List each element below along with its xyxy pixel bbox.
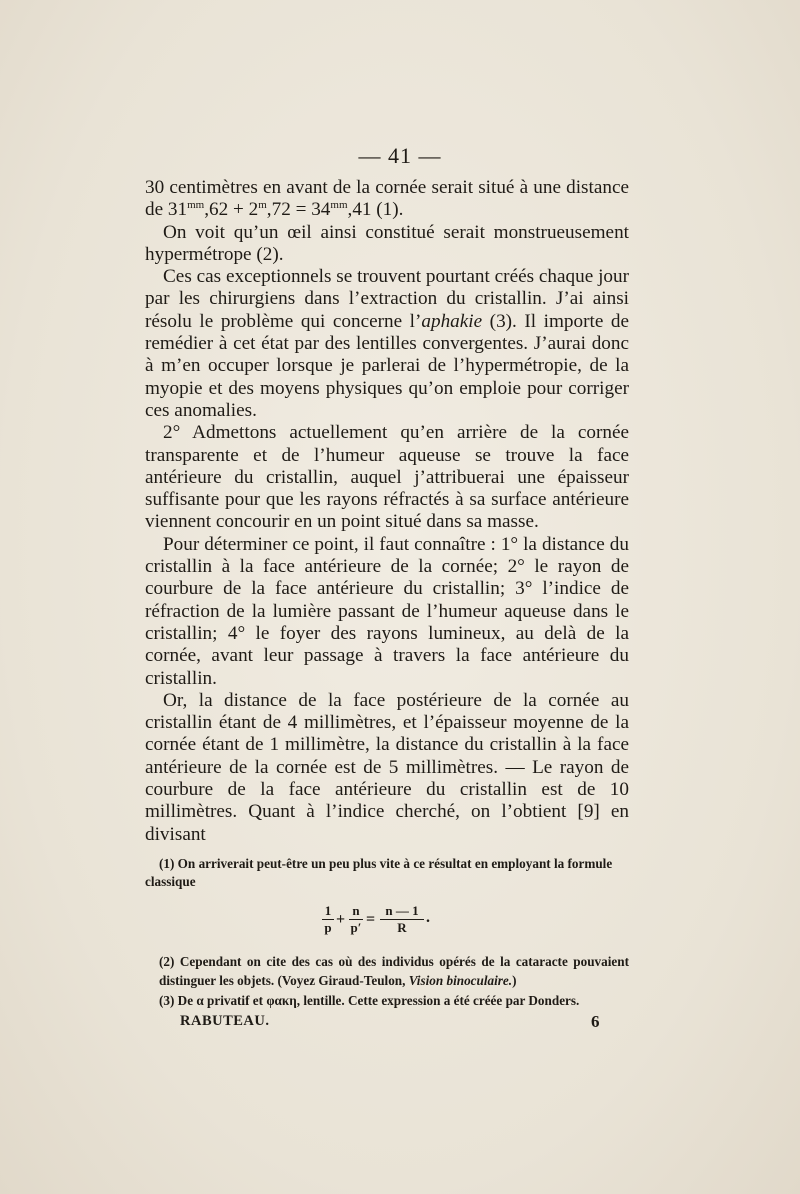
p1-sup-mm-2: mm	[330, 199, 348, 212]
footnote-1	[145, 855, 629, 891]
formula-f2-num: n	[349, 903, 363, 920]
formula-fraction-3	[380, 903, 424, 936]
p1-end: ,41 (1).	[347, 199, 404, 221]
paragraph-3	[145, 266, 629, 422]
formula-fraction-2	[349, 903, 363, 936]
formula-fraction-1	[322, 903, 334, 936]
footnote-2-end: )	[512, 973, 517, 988]
p3-start: Ces cas exceptionnels se trouvent pourtant créés chaque jour par les chirurgiens dans l’extraction du cristallin. J’ai ainsi résolu le problème qui concerne l’	[145, 266, 629, 332]
signature-line	[180, 1013, 600, 1030]
footnote-1-cont: classique	[145, 874, 196, 889]
formula-f3-num: n — 1	[380, 903, 424, 920]
formula-dot: .	[426, 909, 430, 926]
lens-formula	[322, 903, 432, 939]
p1-mid2: ,72 = 34	[266, 199, 331, 221]
footnote-2-start: (2) Cependant on cite des cas où des individus opérés de la cataracte pouvaient distinguer les objets. (Voyez Giraud-Teulon,	[159, 954, 629, 988]
paragraph-2: On voit qu’un œil ainsi constitué serait monstrueusement hypermétrope (2).	[145, 221, 629, 265]
paragraph-4: 2° Admettons actuellement qu’en arrière de la cornée transparente et de l’humeur aqueuse se trouve la face antérieure du cristallin, auquel j’attribuerai une épaisseur suffisante pour que les rayons réfractés à sa surface antérieure viennent concourir en un point situé dans sa masse.	[145, 422, 629, 533]
p3-italic-aphakie: aphakie	[421, 310, 483, 332]
formula-equals: =	[366, 911, 376, 928]
formula-f3-den: R	[397, 920, 407, 935]
p1-sup-m: m	[258, 199, 267, 212]
paragraph-1	[145, 177, 629, 222]
footnote-2-italic: Vision binoculaire.	[408, 973, 513, 988]
formula-f1-num: 1	[322, 903, 334, 920]
footnote-2	[159, 952, 629, 990]
p1-mid: ,62 + 2	[204, 199, 259, 221]
footnote-1-text: (1) On arriverait peut-être un peu plus vite à ce résultat en employant la formule	[159, 856, 613, 871]
p3-end: (3). Il importe de remédier à cet état par des lentilles convergentes. J’aurai donc à m’en occuper lorsque je parlerai de l’hypermétropie, de la myopie et des moyens physiques qu’on emploie pour corriger ces anomalies.	[145, 310, 629, 421]
p1-sup-mm-1: mm	[187, 199, 205, 212]
main-text	[145, 177, 629, 846]
sheet-number: 6	[591, 1012, 600, 1031]
paragraph-5: Pour déterminer ce point, il faut connaître : 1° la distance du cristallin à la face antérieure de la cornée; 2° le rayon de courbure de la face antérieure du cristallin; 3° l’indice de réfraction de la lumière passant de l’humeur aqueuse dans le cristallin; 4° le foyer des rayons lumineux, au delà de la cornée, avant leur passage à travers la face antérieure du cristallin.	[145, 533, 629, 689]
paragraph-6: Or, la distance de la face postérieure de la cornée au cristallin étant de 4 millimètres, et l’épaisseur moyenne de la cornée étant de 1 millimètre, la distance du cristallin à la face antérieure de la cornée est de 5 millimètres. — Le rayon de courbure de la face antérieure du cristallin est de 10 millimètres. Quant à l’indice cherché, on l’obtient [9] en divisant	[145, 689, 629, 845]
formula-f1-den: p	[324, 920, 332, 935]
formula-plus: +	[336, 911, 346, 928]
page-folio: — 41 —	[358, 143, 442, 168]
footnote-3: (3) De α privatif et φακη, lentille. Cette expression a été créée par Donders.	[159, 993, 580, 1008]
p1-start: 30 centimètres en avant de la cornée serait situé à une distance de 31	[145, 177, 629, 221]
author-signature-mark: RABUTEAU.	[180, 1013, 270, 1029]
formula-f2-den: p′	[350, 920, 362, 935]
